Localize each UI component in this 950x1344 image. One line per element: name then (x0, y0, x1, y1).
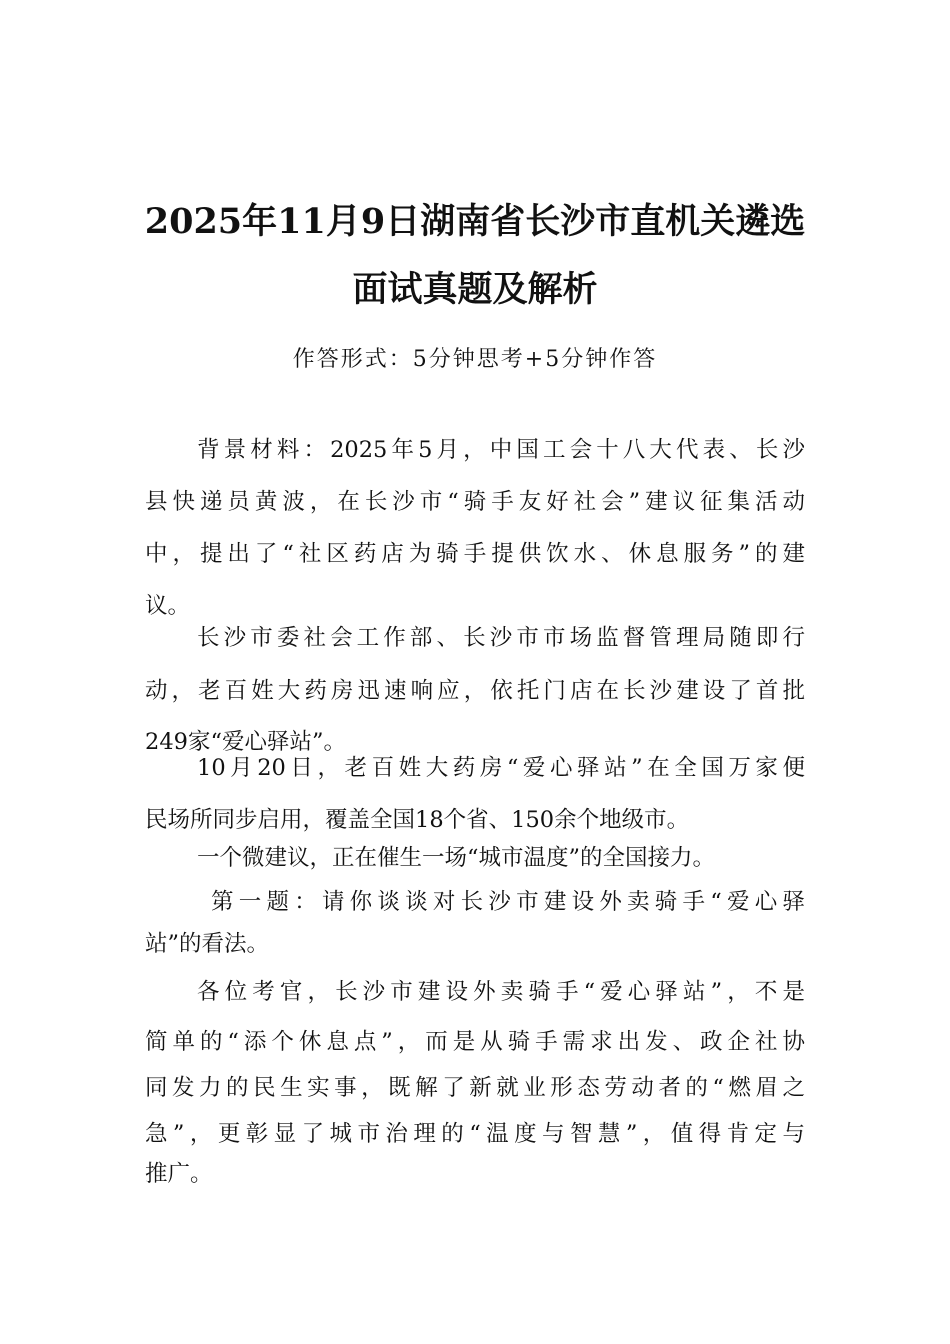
body-line: 动，老百姓大药房迅速响应，依托门店在长沙建设了首批 (145, 678, 805, 704)
body-line: 同发力的民生实事，既解了新就业形态劳动者的“燃眉之 (145, 1075, 805, 1101)
body-line: 长沙市委社会工作部、长沙市市场监督管理局随即行 (197, 625, 805, 651)
body-line: 议。 (145, 593, 191, 619)
body-line: 站”的看法。 (145, 931, 270, 957)
body-line: 急”，更彰显了城市治理的“温度与智慧”，值得肯定与 (145, 1121, 805, 1147)
body-line: 县快递员黄波，在长沙市“骑手友好社会”建议征集活动 (145, 489, 805, 515)
body-line: 各位考官，长沙市建设外卖骑手“爱心驿站”，不是 (197, 979, 805, 1005)
document-title-line-2: 面试真题及解析 (352, 269, 598, 310)
answer-format-subtitle: 作答形式：5分钟思考+5分钟作答 (292, 347, 658, 372)
document-title-line-1: 2025年11月9日湖南省长沙市直机关遴选 (144, 201, 806, 242)
body-line: 中，提出了“社区药店为骑手提供饮水、休息服务”的建 (145, 541, 805, 567)
body-line: 推广。 (145, 1161, 213, 1187)
body-line: 背景材料：2025年5月，中国工会十八大代表、长沙 (197, 437, 805, 463)
body-line: 简单的“添个休息点”，而是从骑手需求出发、政企社协 (145, 1029, 805, 1055)
body-line: 10月20日，老百姓大药房“爱心驿站”在全国万家便 (197, 755, 805, 781)
body-line: 民场所同步启用，覆盖全国18个省、150余个地级市。 (145, 807, 690, 833)
body-line: 249家“爱心驿站”。 (145, 729, 346, 755)
body-line: 第一题：请你谈谈对长沙市建设外卖骑手“爱心驿 (211, 889, 805, 915)
body-line: 一个微建议，正在催生一场“城市温度”的全国接力。 (197, 845, 716, 871)
